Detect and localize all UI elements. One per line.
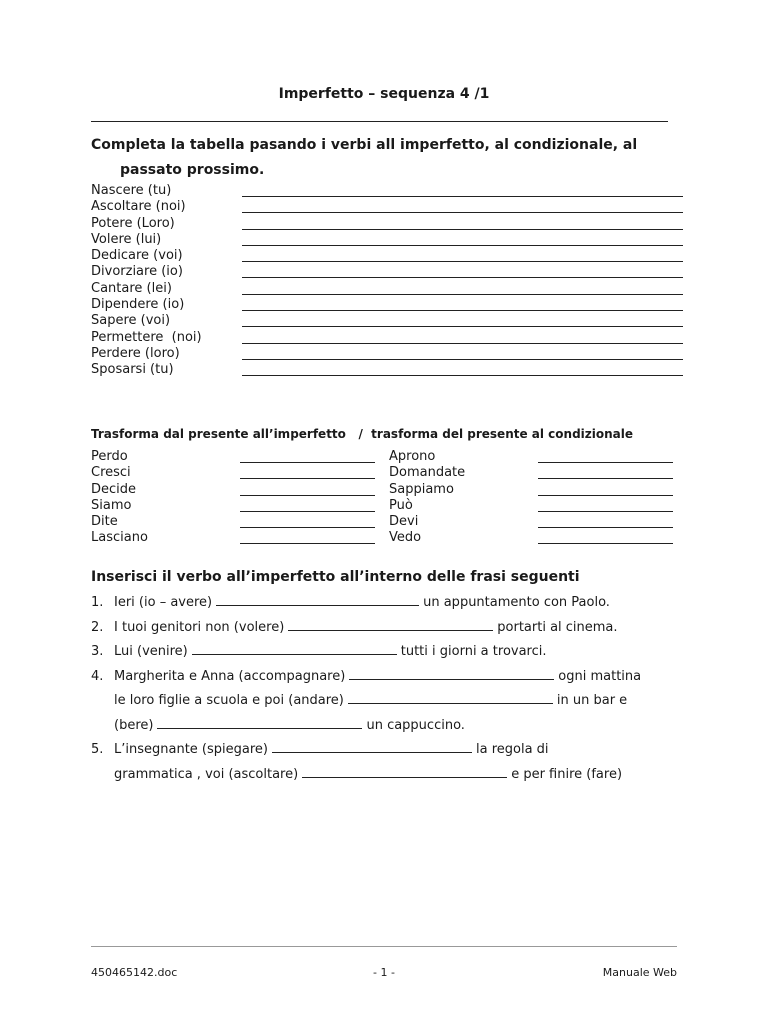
verb-label: Sposarsi (tu) bbox=[91, 362, 174, 378]
present-verb: Vedo bbox=[389, 530, 422, 546]
sentence-1 bbox=[91, 593, 691, 618]
blank-line bbox=[157, 727, 362, 729]
sentence-text: in un bar e bbox=[556, 693, 628, 708]
sentence-text: tutti i giorni a trovarci. bbox=[400, 644, 547, 659]
answer-line bbox=[242, 229, 683, 230]
sentence-number: 5. bbox=[91, 742, 104, 757]
verb-row bbox=[91, 362, 686, 378]
answer-line bbox=[538, 478, 673, 479]
sentence-text: Ieri (io – avere) bbox=[114, 595, 213, 610]
verb-label: Permettere (noi) bbox=[91, 329, 202, 345]
answer-line bbox=[242, 245, 683, 246]
sentence-4-cont bbox=[91, 691, 691, 716]
sentence-text: I tuoi genitori non (volere) bbox=[114, 619, 285, 635]
sentence-4-cont bbox=[91, 716, 691, 741]
present-verb: Lasciano bbox=[91, 530, 148, 546]
exercise2-row bbox=[91, 498, 681, 514]
blank-line bbox=[349, 678, 554, 680]
sentence-text: Margherita e Anna (accompagnare) bbox=[114, 668, 346, 684]
answer-line bbox=[538, 543, 673, 544]
sentence-3 bbox=[91, 642, 691, 667]
verb-label: Potere (Loro) bbox=[91, 215, 175, 231]
exercise2-row bbox=[91, 482, 681, 498]
verb-row bbox=[91, 199, 686, 215]
sentence-number: 2. bbox=[91, 619, 104, 635]
exercise1-instruction bbox=[91, 133, 691, 183]
blank-line bbox=[348, 702, 553, 704]
answer-line bbox=[538, 495, 673, 496]
exercise2-grid bbox=[91, 449, 681, 547]
present-verb: Domandate bbox=[389, 465, 466, 481]
footer-right-text: Manuale Web bbox=[602, 966, 677, 979]
sentence-list bbox=[91, 593, 691, 789]
blank-line bbox=[216, 604, 419, 606]
verb-row bbox=[91, 313, 686, 329]
verb-label: Sapere (voi) bbox=[91, 313, 171, 329]
present-verb: Aprono bbox=[389, 449, 436, 464]
sentence-number: 1. bbox=[91, 595, 104, 610]
sentence-text: (bere) bbox=[114, 717, 154, 733]
instruction-line-1: Completa la tabella pasando i verbi all imperfetto, al condizionale, al bbox=[91, 137, 638, 153]
present-verb: Sappiamo bbox=[389, 481, 454, 497]
answer-line bbox=[538, 527, 673, 528]
exercise2-row bbox=[91, 449, 681, 465]
sentence-text: L’insegnante (spiegare) bbox=[114, 742, 268, 757]
sentence-number: 3. bbox=[91, 644, 104, 659]
verb-label: Volere (lui) bbox=[91, 231, 162, 247]
answer-line bbox=[242, 326, 683, 327]
present-verb: Cresci bbox=[91, 465, 131, 481]
verb-row bbox=[91, 216, 686, 232]
page-title: Imperfetto – sequenza 4 /1 bbox=[278, 86, 490, 102]
verb-row bbox=[91, 248, 686, 264]
answer-line bbox=[242, 375, 683, 376]
blank-line bbox=[302, 776, 507, 778]
answer-line bbox=[538, 462, 673, 463]
answer-line bbox=[538, 511, 673, 512]
blank-line bbox=[288, 629, 493, 631]
title-rule bbox=[91, 121, 668, 122]
verb-row bbox=[91, 183, 686, 199]
sentence-text: un appuntamento con Paolo. bbox=[423, 595, 610, 610]
sentence-5-cont bbox=[91, 765, 691, 790]
blank-line bbox=[192, 653, 397, 655]
answer-line bbox=[242, 277, 683, 278]
verb-label: Nascere (tu) bbox=[91, 183, 172, 198]
sentence-2 bbox=[91, 618, 691, 643]
answer-line bbox=[242, 212, 683, 213]
blank-line bbox=[272, 751, 472, 753]
sentence-text: un cappuccino. bbox=[366, 717, 465, 733]
answer-line bbox=[240, 543, 375, 544]
sentence-5 bbox=[91, 740, 691, 765]
verb-label: Ascoltare (noi) bbox=[91, 199, 186, 215]
verb-row bbox=[91, 346, 686, 362]
verb-row bbox=[91, 297, 686, 313]
exercise2-row bbox=[91, 514, 681, 530]
present-verb: Devi bbox=[389, 514, 419, 530]
verb-label: Perdere (loro) bbox=[91, 345, 180, 361]
verb-row bbox=[91, 232, 686, 248]
present-verb: Perdo bbox=[91, 449, 128, 464]
answer-line bbox=[240, 527, 375, 528]
sentence-4 bbox=[91, 667, 691, 692]
answer-line bbox=[240, 495, 375, 496]
exercise2-row bbox=[91, 530, 681, 546]
present-verb: Dite bbox=[91, 514, 118, 530]
present-verb: Decide bbox=[91, 481, 137, 497]
answer-line bbox=[242, 294, 683, 295]
answer-line bbox=[240, 462, 375, 463]
sentence-text: Lui (venire) bbox=[114, 644, 188, 659]
answer-line bbox=[242, 261, 683, 262]
instruction-line-2: passato prossimo. bbox=[120, 162, 265, 178]
sentence-text: portarti al cinema. bbox=[497, 619, 618, 635]
verb-label: Dedicare (voi) bbox=[91, 248, 183, 264]
footer bbox=[91, 966, 677, 982]
present-verb: Può bbox=[389, 497, 413, 513]
sentence-text: e per finire (fare) bbox=[511, 766, 623, 782]
answer-line bbox=[242, 310, 683, 311]
exercise2-header: Trasforma dal presente all’imperfetto / trasforma del presente al condizionale bbox=[91, 427, 634, 441]
sentence-text: ogni mattina bbox=[558, 668, 642, 684]
footer-filename: 450465142.doc bbox=[91, 966, 178, 979]
verb-list bbox=[91, 183, 686, 379]
answer-line bbox=[242, 196, 683, 197]
sentence-text: le loro figlie a scuola e poi (andare) bbox=[114, 693, 344, 708]
exercise2-row bbox=[91, 465, 681, 481]
verb-row bbox=[91, 264, 686, 280]
verb-row bbox=[91, 281, 686, 297]
answer-line bbox=[240, 511, 375, 512]
footer-page-number: - 1 - bbox=[373, 966, 395, 979]
answer-line bbox=[242, 359, 683, 360]
answer-line bbox=[240, 478, 375, 479]
verb-label: Dipendere (io) bbox=[91, 297, 185, 313]
answer-line bbox=[242, 343, 683, 344]
verb-row bbox=[91, 330, 686, 346]
footer-rule bbox=[91, 946, 677, 947]
exercise3-header: Inserisci il verbo all’imperfetto all’interno delle frasi seguenti bbox=[91, 569, 580, 585]
sentence-text: la regola di bbox=[475, 742, 549, 757]
sentence-text: grammatica , voi (ascoltare) bbox=[114, 766, 299, 782]
sentence-number: 4. bbox=[91, 668, 104, 684]
present-verb: Siamo bbox=[91, 497, 132, 513]
verb-label: Cantare (lei) bbox=[91, 280, 172, 296]
verb-label: Divorziare (io) bbox=[91, 264, 183, 280]
